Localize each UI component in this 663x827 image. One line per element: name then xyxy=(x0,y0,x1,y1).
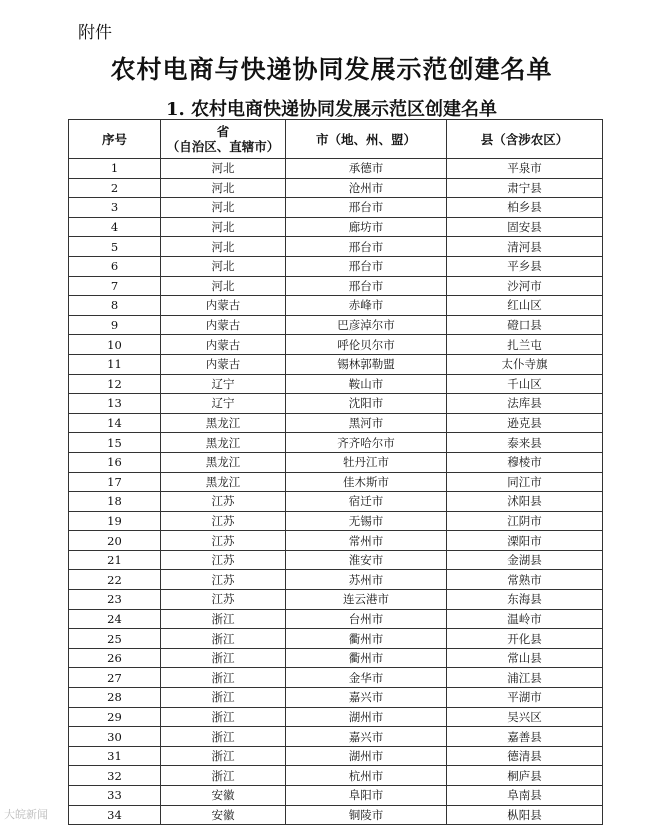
cell-province: 江苏 xyxy=(161,570,286,590)
cell-index: 22 xyxy=(69,570,161,590)
table-row xyxy=(69,178,603,198)
cell-county: 常熟市 xyxy=(447,570,603,590)
cell-index: 21 xyxy=(69,550,161,570)
cell-city: 巴彦淖尔市 xyxy=(286,315,447,335)
table-row xyxy=(69,609,603,629)
table-row xyxy=(69,511,603,531)
cell-index: 34 xyxy=(69,805,161,825)
cell-index: 24 xyxy=(69,609,161,629)
table-row xyxy=(69,413,603,433)
cell-province: 黑龙江 xyxy=(161,413,286,433)
cell-index: 27 xyxy=(69,668,161,688)
table-row xyxy=(69,472,603,492)
cell-province: 河北 xyxy=(161,159,286,179)
cell-city: 赤峰市 xyxy=(286,296,447,316)
cell-province: 河北 xyxy=(161,217,286,237)
cell-province: 河北 xyxy=(161,276,286,296)
table-row xyxy=(69,727,603,747)
cell-county: 桐庐县 xyxy=(447,766,603,786)
cell-province: 内蒙古 xyxy=(161,354,286,374)
cell-county: 溧阳市 xyxy=(447,531,603,551)
cell-county: 温岭市 xyxy=(447,609,603,629)
cell-index: 6 xyxy=(69,256,161,276)
cell-city: 湖州市 xyxy=(286,707,447,727)
cell-city: 苏州市 xyxy=(286,570,447,590)
cell-county: 浦江县 xyxy=(447,668,603,688)
cell-index: 25 xyxy=(69,629,161,649)
table-row xyxy=(69,315,603,335)
table-row xyxy=(69,550,603,570)
cell-city: 牡丹江市 xyxy=(286,452,447,472)
cell-city: 衢州市 xyxy=(286,629,447,649)
table-row xyxy=(69,159,603,179)
cell-city: 连云港市 xyxy=(286,590,447,610)
cell-index: 18 xyxy=(69,492,161,512)
table-row xyxy=(69,492,603,512)
table-row xyxy=(69,648,603,668)
table-row xyxy=(69,629,603,649)
cell-city: 邢台市 xyxy=(286,256,447,276)
cell-county: 平泉市 xyxy=(447,159,603,179)
cell-county: 沙河市 xyxy=(447,276,603,296)
cell-province: 黑龙江 xyxy=(161,433,286,453)
cell-province: 江苏 xyxy=(161,492,286,512)
cell-city: 承德市 xyxy=(286,159,447,179)
cell-county: 阜南县 xyxy=(447,786,603,806)
table-row xyxy=(69,786,603,806)
cell-index: 1 xyxy=(69,159,161,179)
cell-province: 河北 xyxy=(161,198,286,218)
table-row xyxy=(69,688,603,708)
cell-province: 江苏 xyxy=(161,550,286,570)
cell-province: 浙江 xyxy=(161,629,286,649)
cell-city: 常州市 xyxy=(286,531,447,551)
header-county: 县（含涉农区） xyxy=(447,120,603,159)
cell-index: 30 xyxy=(69,727,161,747)
cell-index: 23 xyxy=(69,590,161,610)
cell-province: 浙江 xyxy=(161,707,286,727)
cell-city: 呼伦贝尔市 xyxy=(286,335,447,355)
cell-province: 浙江 xyxy=(161,766,286,786)
table-row xyxy=(69,217,603,237)
table-header-row xyxy=(69,120,603,159)
table-row xyxy=(69,296,603,316)
header-province-line1: 省 xyxy=(216,124,230,139)
cell-province: 江苏 xyxy=(161,590,286,610)
cell-county: 柏乡县 xyxy=(447,198,603,218)
cell-city: 鞍山市 xyxy=(286,374,447,394)
cell-index: 8 xyxy=(69,296,161,316)
cell-city: 金华市 xyxy=(286,668,447,688)
cell-county: 平湖市 xyxy=(447,688,603,708)
cell-index: 14 xyxy=(69,413,161,433)
cell-index: 10 xyxy=(69,335,161,355)
cell-city: 齐齐哈尔市 xyxy=(286,433,447,453)
cell-province: 辽宁 xyxy=(161,394,286,414)
cell-county: 江阴市 xyxy=(447,511,603,531)
cell-index: 33 xyxy=(69,786,161,806)
table-row xyxy=(69,237,603,257)
header-index: 序号 xyxy=(69,120,161,159)
cell-province: 河北 xyxy=(161,237,286,257)
cell-province: 安徽 xyxy=(161,805,286,825)
header-city: 市（地、州、盟） xyxy=(286,120,447,159)
cell-city: 淮安市 xyxy=(286,550,447,570)
cell-city: 廊坊市 xyxy=(286,217,447,237)
table-row xyxy=(69,746,603,766)
cell-province: 黑龙江 xyxy=(161,452,286,472)
cell-province: 辽宁 xyxy=(161,374,286,394)
table-row xyxy=(69,394,603,414)
cell-county: 枞阳县 xyxy=(447,805,603,825)
cell-city: 佳木斯市 xyxy=(286,472,447,492)
annex-label: 附件 xyxy=(78,23,112,43)
cell-city: 阜阳市 xyxy=(286,786,447,806)
cell-index: 19 xyxy=(69,511,161,531)
cell-index: 2 xyxy=(69,178,161,198)
cell-province: 浙江 xyxy=(161,668,286,688)
cell-city: 台州市 xyxy=(286,609,447,629)
cell-index: 29 xyxy=(69,707,161,727)
cell-city: 衢州市 xyxy=(286,648,447,668)
cell-county: 常山县 xyxy=(447,648,603,668)
table-row xyxy=(69,766,603,786)
cell-index: 32 xyxy=(69,766,161,786)
watermark: 大皖新闻 xyxy=(4,808,48,821)
cell-province: 浙江 xyxy=(161,648,286,668)
cell-index: 16 xyxy=(69,452,161,472)
cell-index: 15 xyxy=(69,433,161,453)
cell-index: 20 xyxy=(69,531,161,551)
cell-county: 平乡县 xyxy=(447,256,603,276)
table-row xyxy=(69,707,603,727)
cell-province: 浙江 xyxy=(161,727,286,747)
cell-province: 河北 xyxy=(161,178,286,198)
table-row xyxy=(69,570,603,590)
cell-index: 26 xyxy=(69,648,161,668)
cell-city: 杭州市 xyxy=(286,766,447,786)
cell-county: 红山区 xyxy=(447,296,603,316)
cell-province: 黑龙江 xyxy=(161,472,286,492)
cell-county: 法库县 xyxy=(447,394,603,414)
cell-county: 沭阳县 xyxy=(447,492,603,512)
cell-index: 4 xyxy=(69,217,161,237)
cell-province: 内蒙古 xyxy=(161,296,286,316)
table-row xyxy=(69,354,603,374)
cell-province: 浙江 xyxy=(161,746,286,766)
table-body xyxy=(69,159,603,825)
cell-index: 5 xyxy=(69,237,161,257)
cell-province: 江苏 xyxy=(161,511,286,531)
cell-county: 穆棱市 xyxy=(447,452,603,472)
table-row xyxy=(69,452,603,472)
cell-county: 磴口县 xyxy=(447,315,603,335)
cell-province: 内蒙古 xyxy=(161,315,286,335)
table-row xyxy=(69,531,603,551)
table-row xyxy=(69,256,603,276)
cell-province: 浙江 xyxy=(161,609,286,629)
cell-province: 安徽 xyxy=(161,786,286,806)
cell-city: 邢台市 xyxy=(286,276,447,296)
cell-index: 7 xyxy=(69,276,161,296)
table-row xyxy=(69,590,603,610)
cell-county: 太仆寺旗 xyxy=(447,354,603,374)
cell-city: 嘉兴市 xyxy=(286,688,447,708)
table-row xyxy=(69,198,603,218)
cell-city: 沈阳市 xyxy=(286,394,447,414)
cell-city: 沧州市 xyxy=(286,178,447,198)
cell-province: 河北 xyxy=(161,256,286,276)
document-title: 农村电商与快递协同发展示范创建名单 xyxy=(110,55,553,84)
cell-province: 江苏 xyxy=(161,531,286,551)
cell-city: 邢台市 xyxy=(286,198,447,218)
cell-county: 德清县 xyxy=(447,746,603,766)
cell-index: 11 xyxy=(69,354,161,374)
table-row xyxy=(69,276,603,296)
cell-index: 17 xyxy=(69,472,161,492)
cell-city: 锡林郭勒盟 xyxy=(286,354,447,374)
cell-index: 28 xyxy=(69,688,161,708)
table-row xyxy=(69,805,603,825)
cell-county: 固安县 xyxy=(447,217,603,237)
cell-county: 扎兰屯 xyxy=(447,335,603,355)
cell-county: 吴兴区 xyxy=(447,707,603,727)
cell-index: 3 xyxy=(69,198,161,218)
cell-city: 无锡市 xyxy=(286,511,447,531)
cell-index: 12 xyxy=(69,374,161,394)
table-row xyxy=(69,374,603,394)
cell-province: 浙江 xyxy=(161,688,286,708)
cell-county: 同江市 xyxy=(447,472,603,492)
table-row xyxy=(69,433,603,453)
cell-county: 逊克县 xyxy=(447,413,603,433)
cell-city: 铜陵市 xyxy=(286,805,447,825)
cell-county: 肃宁县 xyxy=(447,178,603,198)
cell-county: 清河县 xyxy=(447,237,603,257)
cell-city: 黑河市 xyxy=(286,413,447,433)
cell-index: 13 xyxy=(69,394,161,414)
cell-county: 金湖县 xyxy=(447,550,603,570)
cell-county: 东海县 xyxy=(447,590,603,610)
cell-city: 湖州市 xyxy=(286,746,447,766)
cell-city: 邢台市 xyxy=(286,237,447,257)
cell-county: 泰来县 xyxy=(447,433,603,453)
header-province-line2: （自治区、直辖市） xyxy=(166,139,280,154)
cell-county: 开化县 xyxy=(447,629,603,649)
cell-city: 嘉兴市 xyxy=(286,727,447,747)
cell-index: 9 xyxy=(69,315,161,335)
demonstration-list-table xyxy=(68,119,603,825)
cell-county: 千山区 xyxy=(447,374,603,394)
table-row xyxy=(69,668,603,688)
cell-county: 嘉善县 xyxy=(447,727,603,747)
header-province xyxy=(161,120,286,159)
document-subtitle: 1. 农村电商快递协同发展示范区创建名单 xyxy=(165,99,498,120)
cell-city: 宿迁市 xyxy=(286,492,447,512)
cell-province: 内蒙古 xyxy=(161,335,286,355)
cell-index: 31 xyxy=(69,746,161,766)
table-row xyxy=(69,335,603,355)
